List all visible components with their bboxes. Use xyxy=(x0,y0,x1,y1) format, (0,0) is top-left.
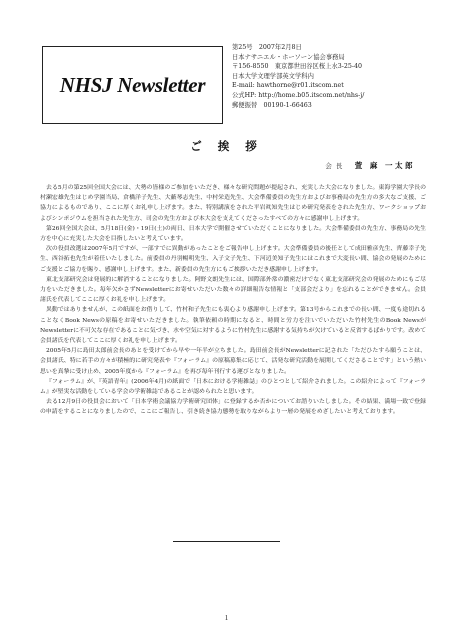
paragraph: 去る5月の第25回全国大会には、大勢の皆様のご参加をいただき、様々な研究問題が提起され、充実した大会になりました。東海学園大学長の村瀬宏雄先生はじめ学園当局、倉橋洋子先生、大藪琴志先生、中村栄造先生、大会準備委員の先生方およびお事務局の先生方の多大なご支援、ご協力によるものであり、ここに厚くお礼申し上げます。また、特別講演をされた平岩眞知先生はじめ研究発表をされた先生方、ワークショップおよびシンポジウムを担当された先生方、司会の先生方および本大会を支えてくださったすべての方々に感謝申し上げます。 xyxy=(40,185,426,222)
newsletter-title: NHSJ Newsletter xyxy=(59,72,206,97)
author-name: 萱 麻 一太郎 xyxy=(354,161,415,170)
greeting-body xyxy=(40,183,426,418)
paragraph: 去る12月9日の役員会において「日本学術会議協力学術研究団体」に登録するか否かについてお諮りいたしました。その結果、満場一致で登録の申請をすることになりましたので、ここにご報告し、引き続き協力態勢を取りながらより一層の発展をめざしたいと考えております。 xyxy=(40,399,426,416)
email-address: E-mail: hawthorne@r01.itscom.net xyxy=(232,82,344,90)
author-line xyxy=(325,160,415,171)
paragraph: 2005年5月に島田太郎前会長のあとを受けてから早や一年半が立ちました。島田前会長がNewsletterに記された「ただひたすら願うことは、会員諸氏、特に若手の方々が積極的に研究発表や『フォーラム』の原稿募集に応じて、活発な研究活動を展開してくださることです」という熱い思いを真摯に受け止め、2005年度から『フォーラム』を再び毎年刊行する運びとなりました。 xyxy=(40,348,426,375)
paragraph: 異動ではありませんが、この紙面をお借りして、竹村和子先生にも衷心より感謝申し上げます。第13号からこれまでの長い間、一度も途切れることなくBook Newsの原稿をお寄せいただきました。執筆依頼の時期になると、時間と労力を注いでいただいた竹村先生のBook NewsがNewsletterに不可欠な存在であることに気づき、水や空気に対するように竹村先生に感謝する気持ちが欠けていると反省するばかりです。改めて会員諸氏を代表してここに厚くお礼を申し上げます。 xyxy=(40,307,426,345)
society-office: 日本ナサニエル・ホーソーン協会事務局 xyxy=(232,53,345,61)
paragraph: 東北支部研究会は発展的に解消することになりました。阿野文朗先生には、国際部外常の濃密だけでなく東北支部研究会の発展のためにもご尽力をいただきました。毎年欠かさずNewsletterにお寄せいただいた数々の詳細報告な情報と「支部会だより」を忘れることができません。会員諸氏を代表してここに厚くお礼を申し上げます。 xyxy=(40,276,426,304)
postal-transfer-account: 郵便振替 00190-1-66463 xyxy=(232,101,312,109)
paragraph: 第26回全国大会は、5月18日(金)・19日(土)の両日、日本大学で開催させていただくことになりました。大会準備委員の先生方、事務局の先生方を中心に充実した大会を目指したいと考えています。 xyxy=(40,225,426,243)
page-number: 1 xyxy=(224,614,229,622)
section-title: ご 挨 拶 xyxy=(190,139,263,153)
issue-info-block xyxy=(232,43,432,110)
paragraph: 次の役員改選は2007年5月ですが、一部すでに異動があったことをご報告申し上げます。大会準備委員の後任として成田雅彦先生、齊藤幸子先生、西谷拓也先生が着任いたしました。前委員の丹羽暢明先生、入子文子先生、下河辺美知子先生にはこれまで大変長い間、協会の発展のためにご支援とご協力を賜り、感謝申し上げます。また、新委員の先生方にもご挨拶いただき感謝申し上げます。 xyxy=(40,246,426,273)
postal-address: 〒156-8550 東京都世田谷区桜上水3-25-40 xyxy=(232,63,363,71)
paragraph: 『フォーラム』が、『英語青年』(2006年4月)の紙面で「日本における学術雑誌」のひとつとして紹介されました。この紹介によって『フォーラム』が堅実な活動をしている学会の学術雑誌であることが認められたと思います。 xyxy=(40,378,426,396)
newsletter-masthead xyxy=(42,46,223,124)
section-divider xyxy=(173,541,280,542)
issue-number-date: 第25号 2007年2月8日 xyxy=(232,44,302,51)
department: 日本大学文理学部英文学科内 xyxy=(232,72,314,80)
homepage-url: 公式HP: http://home.b05.itscom.net/nhs-j/ xyxy=(232,91,365,99)
author-role: 会長 xyxy=(325,162,347,170)
